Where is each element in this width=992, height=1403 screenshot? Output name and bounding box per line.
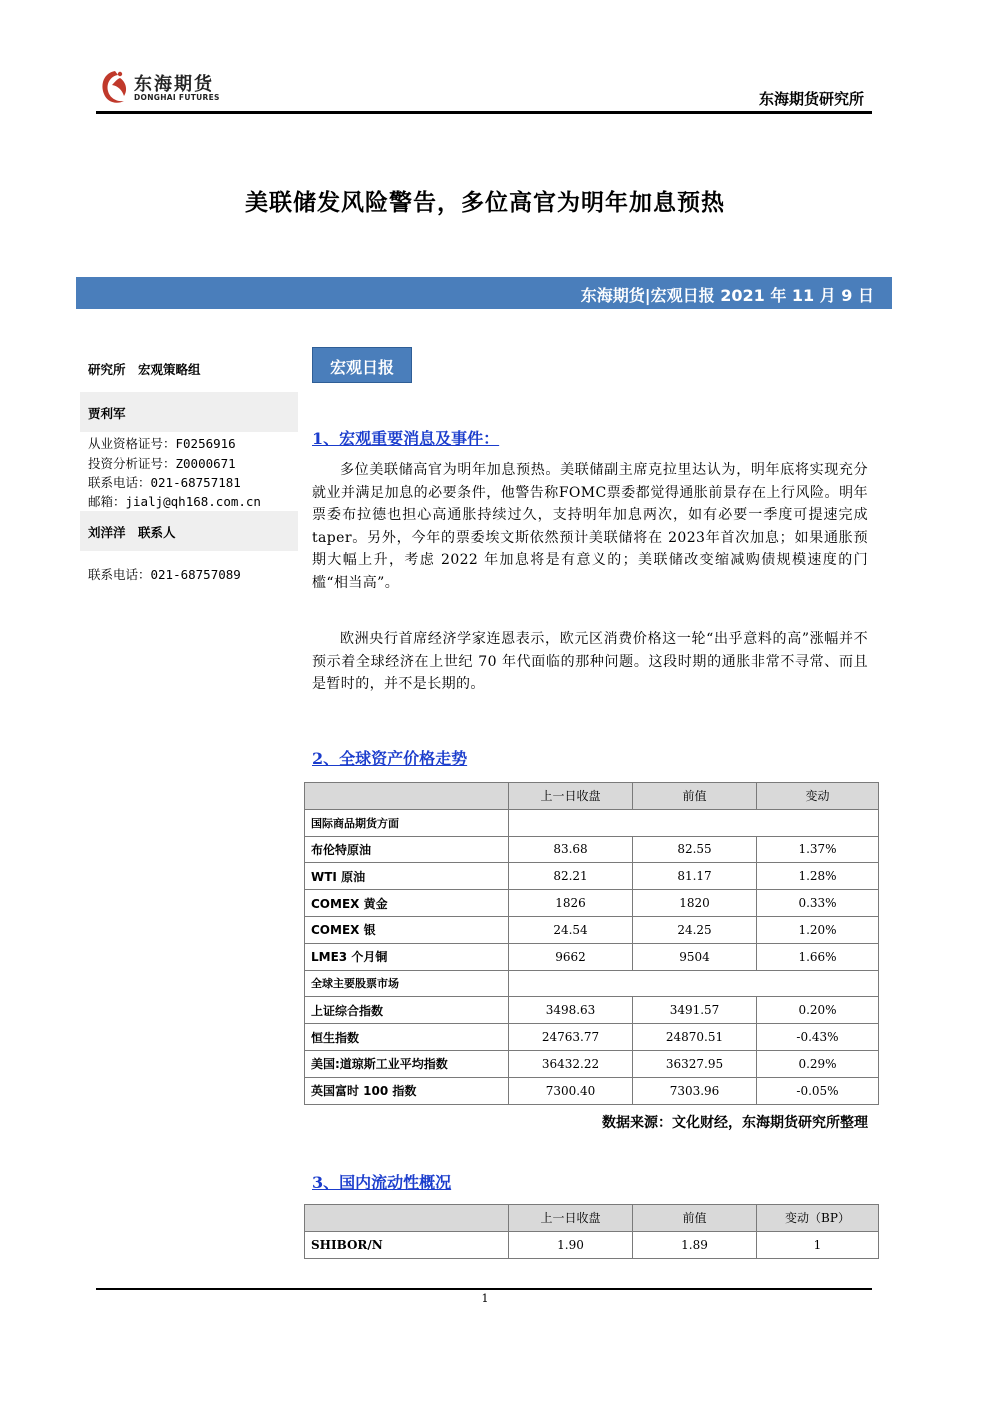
table-header-cell: 变动 xyxy=(757,783,879,810)
table-cell-label: 美国:道琼斯工业平均指数 xyxy=(305,1050,509,1077)
table-row xyxy=(305,943,879,970)
table-cell: -0.43% xyxy=(757,1024,879,1051)
table-cell-label: 布伦特原油 xyxy=(305,836,509,863)
table-cell-label: SHIBOR/N xyxy=(305,1231,509,1258)
logo-chinese-text: 东海期货 xyxy=(134,74,214,95)
section1-paragraph: 欧洲央行首席经济学家连恩表示，欧元区消费价格这一轮“出乎意料的高”涨幅并不预示着全球经济在上世纪 70 年代面临的那种问题。这段时期的通胀非常不寻常、而且是暂时的，并不是长期的。 xyxy=(312,631,868,693)
sidebar-author1-email: 邮箱：jialj@qh168.com.cn xyxy=(88,494,261,509)
table-group-blank xyxy=(509,809,879,836)
table-row xyxy=(305,997,879,1024)
data-source-note: 数据来源：文化财经，东海期货研究所整理 xyxy=(602,1115,868,1131)
table-cell: 82.21 xyxy=(509,863,633,890)
sidebar-department: 研究所 宏观策略组 xyxy=(88,362,201,377)
logo-english-text: DONGHAI FUTURES xyxy=(134,93,220,102)
table-cell: 82.55 xyxy=(633,836,757,863)
table-cell: 24763.77 xyxy=(509,1024,633,1051)
table-cell-label: LME3 个月铜 xyxy=(305,943,509,970)
table-group-label: 国际商品期货方面 xyxy=(305,809,509,836)
table-cell: 1826 xyxy=(509,890,633,917)
table-group-row xyxy=(305,809,879,836)
footer-rule xyxy=(96,1288,872,1290)
table-header-cell: 前值 xyxy=(633,1205,757,1232)
table-cell: 1820 xyxy=(633,890,757,917)
table-header-cell: 上一日收盘 xyxy=(509,783,633,810)
table-cell: 9504 xyxy=(633,943,757,970)
table-cell: 3491.57 xyxy=(633,997,757,1024)
sidebar-author1-line: 从业资格证号：F0256916 xyxy=(88,436,236,451)
table-header-row xyxy=(305,1205,879,1232)
sidebar-author1-line: 投资分析证号：Z0000671 xyxy=(88,456,236,471)
table-cell: 83.68 xyxy=(509,836,633,863)
table-cell: 1.90 xyxy=(509,1231,633,1258)
table-group-row xyxy=(305,970,879,997)
report-banner xyxy=(76,277,892,309)
table-cell-label: 上证综合指数 xyxy=(305,997,509,1024)
table-row xyxy=(305,836,879,863)
table-header-cell xyxy=(305,1205,509,1232)
document-title: 美联储发风险警告，多位高官为明年加息预热 xyxy=(245,189,725,216)
sidebar-author2-name: 刘洋洋 联系人 xyxy=(88,525,176,540)
table-header-row xyxy=(305,783,879,810)
table-cell: 1 xyxy=(757,1231,879,1258)
section2-heading: 2、全球资产价格走势 xyxy=(312,749,468,768)
table-header-cell: 前值 xyxy=(633,783,757,810)
table-row xyxy=(305,1231,879,1258)
section3-heading: 3、国内流动性概况 xyxy=(312,1173,452,1192)
table-group-blank xyxy=(509,970,879,997)
section1-heading: 1、宏观重要消息及事件： xyxy=(312,429,500,448)
page-number: 1 xyxy=(481,1292,489,1305)
table-header-cell: 上一日收盘 xyxy=(509,1205,633,1232)
table-cell: 7300.40 xyxy=(509,1077,633,1104)
table-cell: 1.20% xyxy=(757,916,879,943)
table-row xyxy=(305,890,879,917)
table-cell: 81.17 xyxy=(633,863,757,890)
table-cell-label: COMEX 黄金 xyxy=(305,890,509,917)
table-cell: 9662 xyxy=(509,943,633,970)
header-rule xyxy=(96,111,872,114)
table-row xyxy=(305,916,879,943)
table-cell: 1.89 xyxy=(633,1231,757,1258)
table-cell: 0.20% xyxy=(757,997,879,1024)
table-cell: 1.66% xyxy=(757,943,879,970)
table-cell: 0.33% xyxy=(757,890,879,917)
table-cell: 24.25 xyxy=(633,916,757,943)
table-cell-label: COMEX 银 xyxy=(305,916,509,943)
table-row xyxy=(305,863,879,890)
table-header-cell xyxy=(305,783,509,810)
section1-paragraph: 多位美联储高官为明年加息预热。美联储副主席克拉里达认为，明年底将实现充分就业并满足加息的必要条件，他警告称FOMC票委都觉得通胀前景存在上行风险。明年票委布拉德也担心高通胀持续过久，支持明年加息两次，如有必要一季度可提速完成 taper。另外，今年的票委埃文斯依然预计美联储将在 2023年首次加息；如果通胀预期大幅上升，考虑 2022 年加息将是有意义的；美联储改变缩减购债规模速度的门槛“相当高”。 xyxy=(312,462,868,591)
banner-text: 东海期货|宏观日报 2021 年 11 月 9 日 xyxy=(580,286,874,305)
table-cell: 0.29% xyxy=(757,1050,879,1077)
company-logo xyxy=(98,68,228,108)
table-cell: 24870.51 xyxy=(633,1024,757,1051)
table-cell: -0.05% xyxy=(757,1077,879,1104)
institute-name: 东海期货研究所 xyxy=(758,90,864,108)
table-header-cell: 变动（BP） xyxy=(757,1205,879,1232)
sidebar-author1-name: 贾利军 xyxy=(88,406,126,421)
table-cell-label: 英国富时 100 指数 xyxy=(305,1077,509,1104)
table-cell-label: WTI 原油 xyxy=(305,863,509,890)
table-cell: 1.28% xyxy=(757,863,879,890)
table-group-label: 全球主要股票市场 xyxy=(305,970,509,997)
sidebar-author2-line: 联系电话：021-68757089 xyxy=(88,567,241,582)
logo-emblem-icon xyxy=(98,68,132,108)
liquidity-table xyxy=(304,1204,879,1259)
asset-price-table xyxy=(304,782,879,1105)
table-cell: 7303.96 xyxy=(633,1077,757,1104)
table-cell: 36432.22 xyxy=(509,1050,633,1077)
table-row xyxy=(305,1050,879,1077)
sidebar-author1-line: 联系电话：021-68757181 xyxy=(88,475,241,490)
table-cell: 3498.63 xyxy=(509,997,633,1024)
section-tag-label: 宏观日报 xyxy=(329,358,394,377)
table-row xyxy=(305,1077,879,1104)
table-row xyxy=(305,1024,879,1051)
table-cell: 24.54 xyxy=(509,916,633,943)
table-cell-label: 恒生指数 xyxy=(305,1024,509,1051)
table-cell: 1.37% xyxy=(757,836,879,863)
section-tag xyxy=(312,347,412,383)
table-cell: 36327.95 xyxy=(633,1050,757,1077)
